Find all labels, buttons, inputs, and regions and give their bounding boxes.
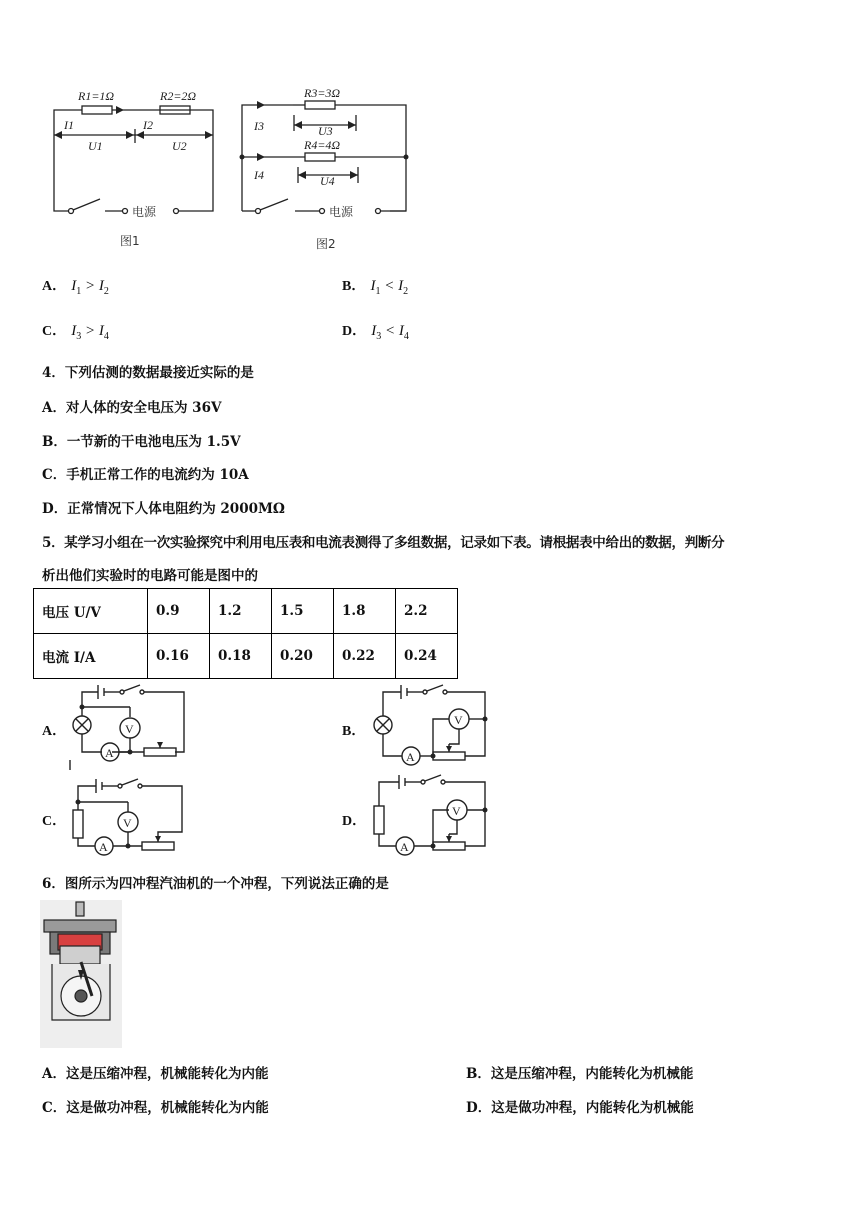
option-letter: A． xyxy=(42,279,67,294)
fig1-u1-label: U1 xyxy=(88,139,103,153)
voltmeter-icon: V xyxy=(452,804,461,818)
q5-data-table xyxy=(33,588,458,679)
fig2-u4-label: U4 xyxy=(320,174,335,188)
option-letter: C． xyxy=(42,324,67,339)
q6-stem: 6．图所示为四冲程汽油机的一个冲程，下列说法正确的是 xyxy=(42,876,389,892)
table-cell: 1.2 xyxy=(210,589,272,634)
q6-option-c[interactable]: C．这是做功冲程，机械能转化为内能 xyxy=(42,1100,269,1116)
fig2-r4-label: R4=4Ω xyxy=(304,138,341,152)
q5-option-a-letter[interactable]: A． xyxy=(42,724,67,739)
voltmeter-icon: V xyxy=(454,713,463,727)
voltmeter-icon: V xyxy=(123,816,132,830)
ammeter-icon: A xyxy=(406,750,415,764)
q4-stem: 4．下列估测的数据最接近实际的是 xyxy=(42,365,254,381)
math-expression: $I_3 > I_4$ xyxy=(71,323,109,342)
q5-circuit-b xyxy=(365,682,495,774)
table-cell: 0.22 xyxy=(334,634,396,679)
q5-stem-line2: 析出他们实验时的电路可能是图中的 xyxy=(42,568,258,584)
table-cell: 1.8 xyxy=(334,589,396,634)
q5-option-d-letter[interactable]: D． xyxy=(342,814,367,829)
math-expression: $I_3 < I_4$ xyxy=(371,323,409,342)
fig1-i1-label: I1 xyxy=(64,118,74,132)
table-cell: 0.16 xyxy=(148,634,210,679)
fig1-caption: 图1 xyxy=(120,234,140,248)
math-expression: $I_1 < I_2$ xyxy=(370,278,409,297)
ammeter-icon: A xyxy=(99,840,108,854)
table-header-current: 电流 I/A xyxy=(34,634,148,679)
q6-option-d[interactable]: D．这是做功冲程，内能转化为机械能 xyxy=(466,1100,694,1116)
fig2-caption: 图2 xyxy=(316,237,336,251)
fig1-r1-label: R1=1Ω xyxy=(78,89,115,103)
q3-option-d[interactable] xyxy=(342,320,409,342)
table-cell: 0.20 xyxy=(272,634,334,679)
fig1-u2-label: U2 xyxy=(172,139,187,153)
fig2-u3-label: U3 xyxy=(318,124,333,138)
q4-option-b[interactable]: B．一节新的干电池电压为 1.5V xyxy=(42,434,241,450)
q5-circuit-c xyxy=(62,772,192,864)
q4-option-c[interactable]: C．手机正常工作的电流约为 10A xyxy=(42,467,249,483)
q6-option-b[interactable]: B．这是压缩冲程，内能转化为机械能 xyxy=(466,1066,694,1082)
table-cell: 0.24 xyxy=(396,634,458,679)
table-row xyxy=(34,634,458,679)
q3-option-c[interactable] xyxy=(42,320,109,342)
fig2-source-label: 电源 xyxy=(329,205,354,219)
fig1-i2-label: I2 xyxy=(143,118,153,132)
q4-option-d[interactable]: D．正常情况下人体电阻约为 2000MΩ xyxy=(42,501,285,517)
math-expression: $I_1 > I_2$ xyxy=(71,278,109,297)
fig1-r2-label: R2=2Ω xyxy=(160,89,197,103)
voltmeter-icon: V xyxy=(125,722,134,736)
q5-stem-line1: 5．某学习小组在一次实验探究中利用电压表和电流表测得了多组数据，记录如下表。请根据表中给出的数据，判断分 xyxy=(42,535,725,551)
fig1-source-label: 电源 xyxy=(132,205,157,219)
ammeter-icon: A xyxy=(105,746,114,760)
table-cell: 1.5 xyxy=(272,589,334,634)
circuit-figures xyxy=(40,85,420,260)
fig2-r3-label: R3=3Ω xyxy=(304,86,341,100)
table-header-voltage: 电压 U/V xyxy=(34,589,148,634)
table-cell: 0.18 xyxy=(210,634,272,679)
fig2-i3-label: I3 xyxy=(254,119,264,133)
q4-option-a[interactable]: A．对人体的安全电压为 36V xyxy=(42,400,222,416)
table-row xyxy=(34,589,458,634)
q5-option-b-letter[interactable]: B． xyxy=(342,724,366,739)
q3-option-a[interactable] xyxy=(42,275,109,297)
engine-stroke-figure xyxy=(40,900,122,1048)
q3-option-b[interactable] xyxy=(342,275,408,297)
option-letter: D． xyxy=(342,324,367,339)
table-cell: 2.2 xyxy=(396,589,458,634)
fig2-i4-label: I4 xyxy=(254,168,264,182)
q5-circuit-a xyxy=(62,682,192,774)
option-letter: B． xyxy=(342,279,366,294)
table-cell: 0.9 xyxy=(148,589,210,634)
q5-option-c-letter[interactable]: C． xyxy=(42,814,67,829)
q6-option-a[interactable]: A．这是压缩冲程，机械能转化为内能 xyxy=(42,1066,269,1082)
ammeter-icon: A xyxy=(400,840,409,854)
q5-circuit-d xyxy=(365,772,495,864)
